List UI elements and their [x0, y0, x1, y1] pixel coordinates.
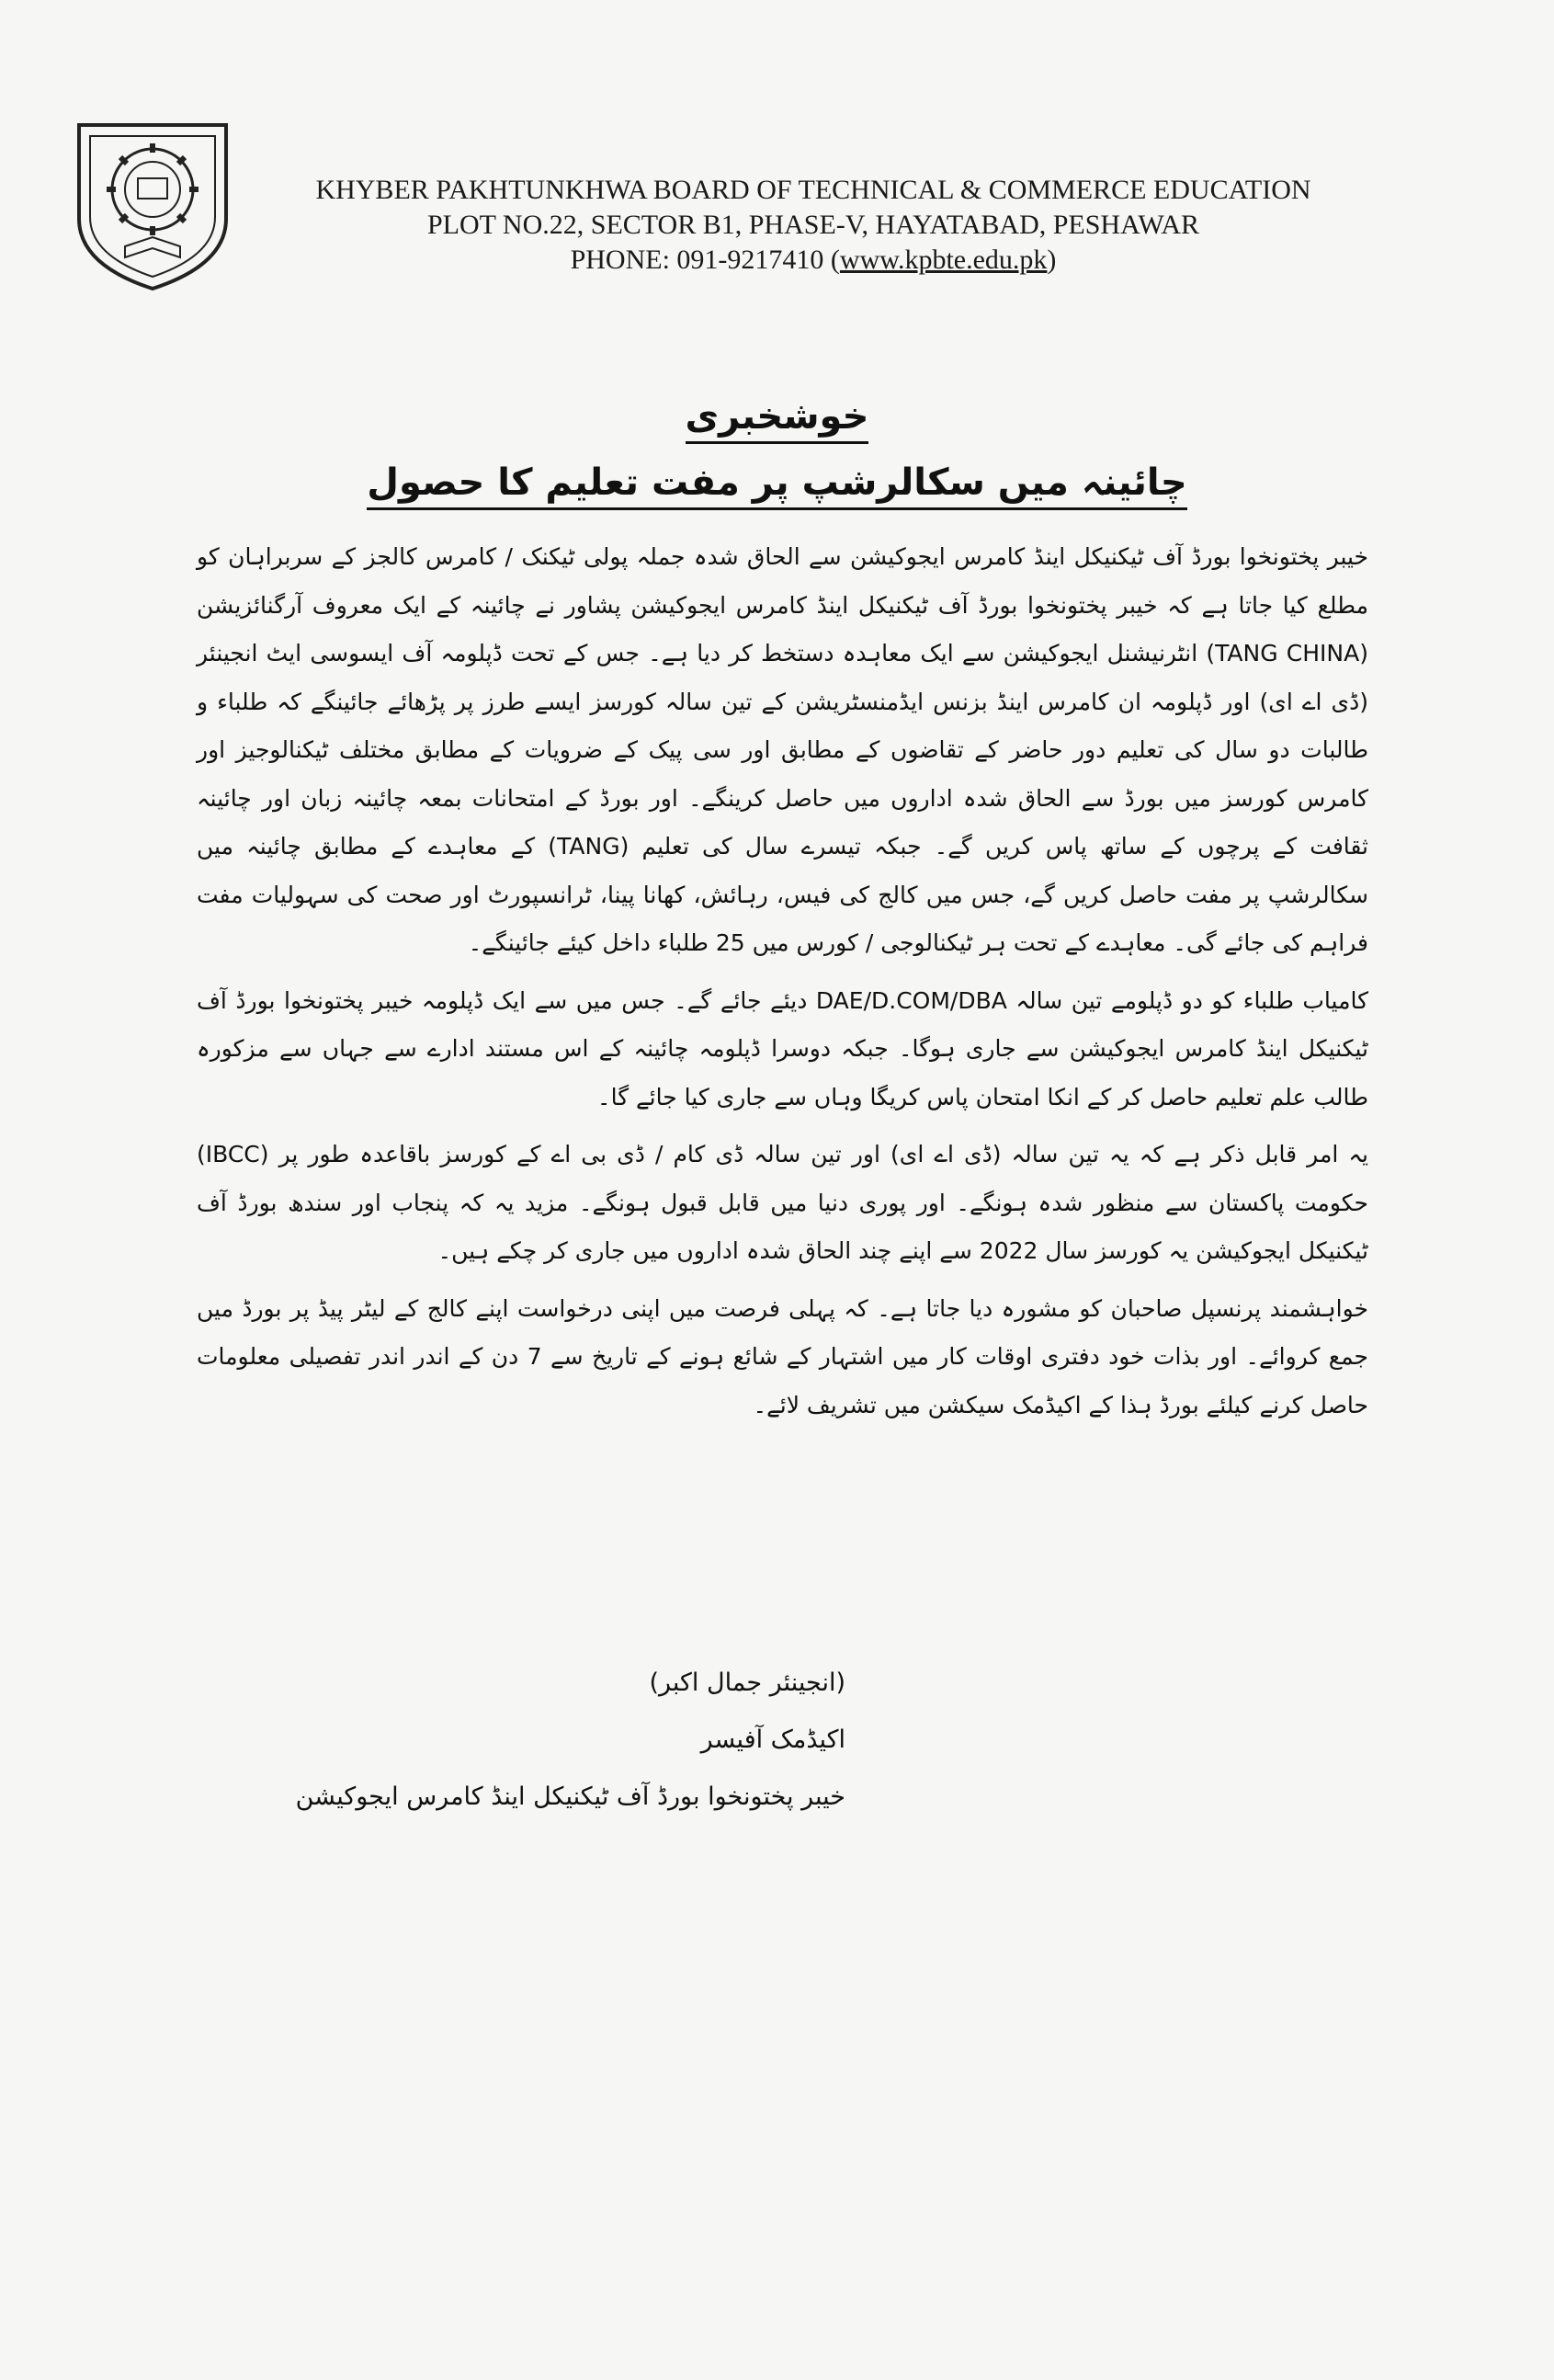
signatory-organization: خیبر پختونخوا بورڈ آف ٹیکنیکل اینڈ کامرس ایجوکیشن: [295, 1782, 845, 1811]
subheading-text: چائینہ میں سکالرشپ پر مفت تعلیم کا حصول: [367, 461, 1186, 510]
phone-text: PHONE: 091-9217410 (: [570, 245, 840, 275]
notice-heading: [0, 395, 1554, 438]
kpbte-seal-icon: [61, 108, 244, 292]
heading-text: خوشخبری: [686, 395, 869, 444]
paragraph-1: خیبر پختونخوا بورڈ آف ٹیکنیکل اینڈ کامرس ایجوکیشن سے الحاق شدہ جملہ پولی ٹیکنک / کامرس کالجز کے سربراہان کو مطلع کیا جاتا ہے کہ خیبر پختونخوا بورڈ آف ٹیکنیکل اینڈ کامرس ایجوکیشن پشاور نے چائینہ کے ایک معروف آرگنائزیشن (TANG CHINA) انٹرنیشنل ایجوکیشن سے ایک معاہدہ دستخط کر دیا ہے۔ جس کے تحت ڈپلومہ آف ایسوسی ایٹ انجینئر (ڈی اے ای) اور ڈپلومہ ان کامرس اینڈ بزنس ایڈمنسٹریشن کے تین سالہ کورسز ایسے طرز پر پڑھائے جائینگے کہ طلباء و طالبات دو سال کی تعلیم دور حاضر کے تقاضوں کے مطابق اور سی پیک کے ضرویات کے مطابق مختلف ٹیکنالوجیز اور کامرس کورسز میں بورڈ سے الحاق شدہ اداروں میں حاصل کرینگے۔ اور بورڈ کے امتحانات بمعہ چائینہ زبان اور چائینہ ثقافت کے پرچوں کے ساتھ پاس کریں گے۔ جبکہ تیسرے سال کی تعلیم (TANG) کے معاہدے کے مطابق چائینہ میں سکالرشپ پر مفت حاصل کریں گے، جس میں کالج کی فیس، رہائش، کھانا پینا، ٹرانسپورٹ اور صحت کی سہولیات مفت فراہم کی جائے گی۔ معاہدے کے تحت ہر ٹیکنالوجی / کورس میں 25 طلباء داخل کیئے جائینگے۔: [197, 543, 1368, 956]
paragraph-4: خواہشمند پرنسپل صاحبان کو مشورہ دیا جاتا ہے۔ کہ پہلی فرصت میں اپنی درخواست اپنے کالج کے لیٹر پیڈ پر بورڈ میں جمع کروائے۔ اور بذات خود دفتری اوقات کار میں اشتہار کے شائع ہونے کے تاریخ سے 7 دن کے اندر اندر تفصیلی معلومات حاصل کرنے کیلئے بورڈ ہذا کے اکیڈمک سیکشن میں تشریف لائے۔: [197, 1294, 1368, 1418]
org-phone: [248, 243, 1378, 278]
signatory-name: (انجینئر جمال اکبر): [649, 1668, 845, 1697]
notice-subheading: [0, 461, 1554, 504]
paragraph-2: کامیاب طلباء کو دو ڈپلومے تین سالہ DAE/D.COM/DBA دیئے جائے گے۔ جس میں سے ایک ڈپلومہ خیبر پختونخوا بورڈ آف ٹیکنیکل اینڈ کامرس ایجوکیشن سے جاری ہوگا۔ جبکہ دوسرا ڈپلومہ چائینہ کے اس مستند ادارے سے جہاں سے مزکورہ طالب علم تعلیم حاصل کر کے انکا امتحان پاس کریگا وہاں سے جاری کیا جائے گا۔: [197, 986, 1368, 1110]
paragraph-3: یہ امر قابل ذکر ہے کہ یہ تین سالہ (ڈی اے ای) اور تین سالہ ڈی کام / ڈی بی اے کے کورسز باقاعدہ طور پر (IBCC) حکومت پاکستان سے منظور شدہ ہونگے۔ اور پوری دنیا میں قابل قبول ہونگے۔ مزید یہ کہ پنجاب اور سندھ بورڈ آف ٹیکنیکل ایجوکیشن یہ کورسز سال 2022 سے اپنے چند الحاق شدہ اداروں میں جاری کر چکے ہیں۔: [197, 1141, 1368, 1264]
notice-body: [197, 533, 1368, 1439]
org-name: KHYBER PAKHTUNKHWA BOARD OF TECHNICAL & COMMERCE EDUCATION: [315, 175, 1311, 205]
signature-block: [295, 1655, 845, 1826]
signatory-designation: اکیڈمک آفیسر: [700, 1725, 845, 1754]
phone-suffix: ): [1047, 245, 1057, 275]
website-link[interactable]: www.kpbte.edu.pk: [839, 245, 1048, 275]
letterhead: [248, 173, 1378, 278]
org-address: PLOT NO.22, SECTOR B1, PHASE-V, HAYATABAD, PESHAWAR: [426, 210, 1200, 240]
